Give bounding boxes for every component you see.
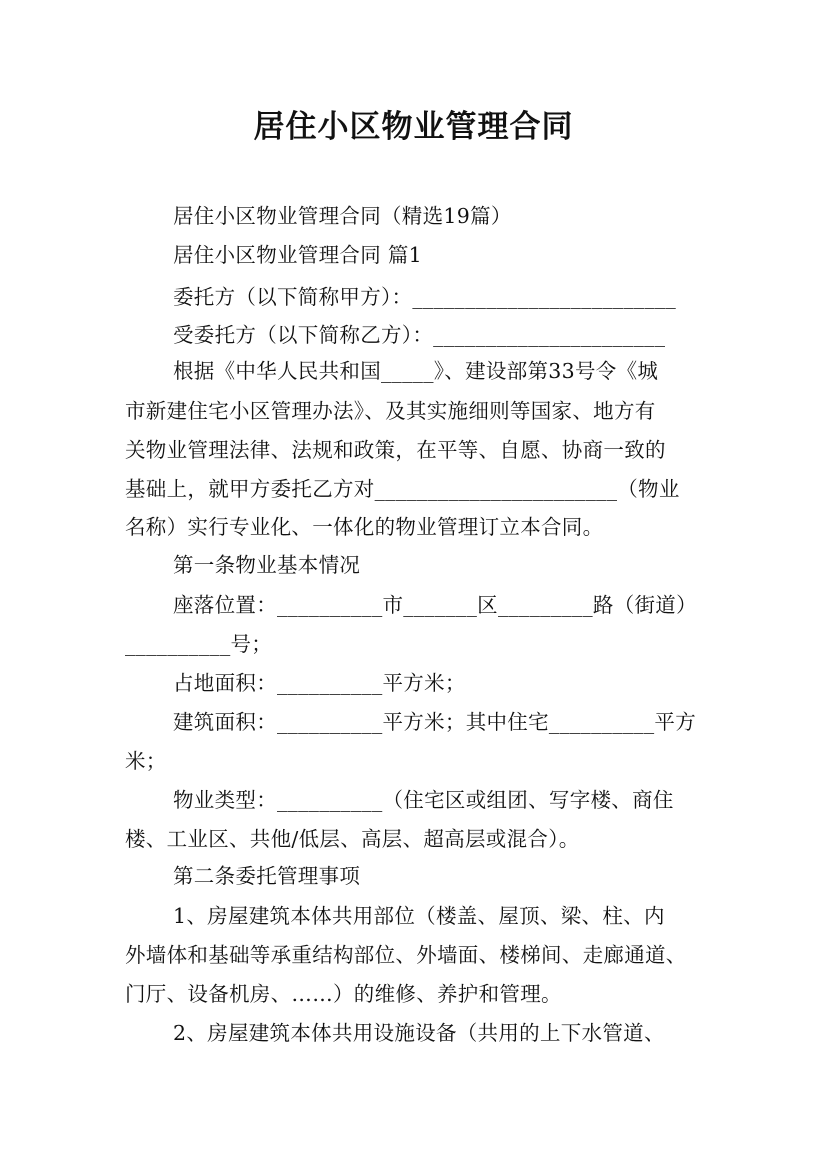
- document-title: 居住小区物业管理合同: [253, 109, 574, 145]
- body-text-line: __________号；: [125, 632, 273, 656]
- body-text-line: 外墙体和基础等承重结构部位、外墙面、楼梯间、走廊通道、: [125, 943, 687, 967]
- body-text-line: 2、房屋建筑本体共用设施设备（共用的上下水管道、: [173, 1021, 665, 1045]
- section-heading: 第二条委托管理事项: [173, 864, 361, 888]
- body-text-line: 基础上，就甲方委托乙方对_______________________（物业: [125, 477, 680, 501]
- body-text-line: 物业类型：__________（住宅区或组团、写字楼、商住: [173, 788, 674, 812]
- body-text-line: 1、房屋建筑本体共用部位（楼盖、屋顶、梁、柱、内: [173, 904, 665, 928]
- body-text-line: 门厅、设备机房、……）的维修、养护和管理。: [125, 982, 562, 1006]
- body-text-line: 名称）实行专业化、一体化的物业管理订立本合同。: [125, 515, 604, 539]
- chapter-heading: 居住小区物业管理合同 篇1: [173, 243, 422, 267]
- body-text-line: 市新建住宅小区管理办法》、及其实施细则等国家、地方有: [125, 399, 656, 423]
- body-text-line: 米；: [125, 749, 167, 773]
- body-text-line: 占地面积：__________平方米；: [173, 671, 466, 695]
- party-a-line: 委托方（以下简称甲方）：_________________________: [173, 285, 677, 309]
- body-text-line: 关物业管理法律、法规和政策，在平等、自愿、协商一致的: [125, 438, 666, 462]
- body-text-line: 根据《中华人民共和国_____》、建设部第33号令《城: [173, 359, 659, 383]
- party-b-line: 受委托方（以下简称乙方）：______________________: [173, 323, 666, 347]
- subtitle-line: 居住小区物业管理合同（精选19篇）: [173, 204, 512, 228]
- body-text-line: 座落位置：__________市_______区_________路（街道）: [173, 593, 697, 617]
- section-heading: 第一条物业基本情况: [173, 553, 361, 577]
- body-text-line: 建筑面积：__________平方米；其中住宅__________平方: [173, 710, 696, 734]
- body-text-line: 楼、工业区、共他/低层、高层、超高层或混合）。: [125, 827, 580, 851]
